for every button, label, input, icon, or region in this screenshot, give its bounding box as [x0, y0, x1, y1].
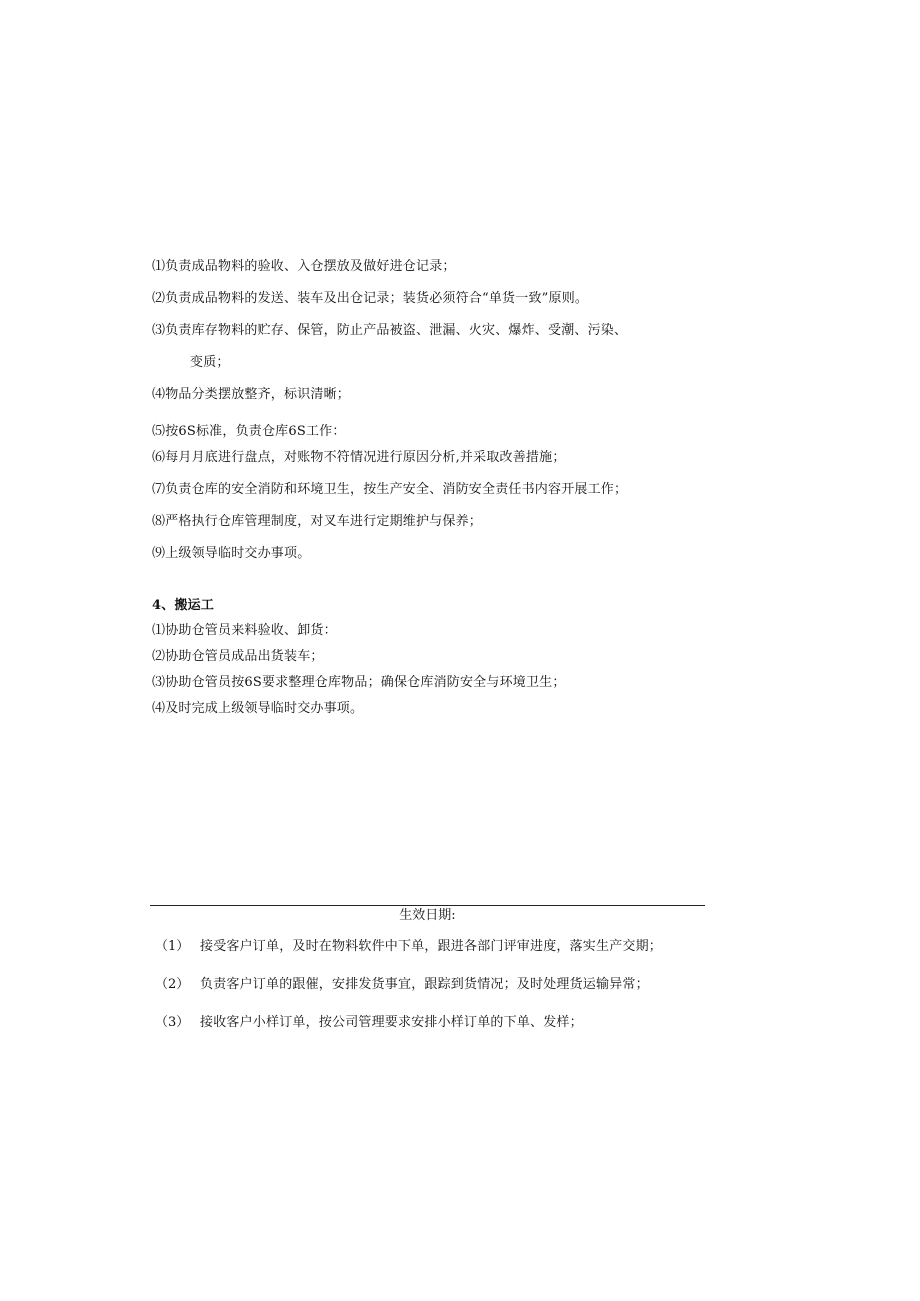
duty-item: ⑼上级领导临时交办事项。 [152, 546, 311, 561]
footer-divider [150, 905, 705, 906]
duty-item-continuation: 变质； [190, 355, 230, 370]
duty-item: ⑻严格执行仓库管理制度，对叉车进行定期维护与保养； [152, 514, 483, 529]
effective-date-label: 生效日期: [399, 908, 456, 923]
order-duty-number: （3） [155, 1015, 190, 1030]
order-duty-text: 接受客户订单，及时在物料软件中下单，跟进各部门评审进度，落实生产交期； [200, 939, 663, 954]
porter-duty-item: ⑶协助仓管员按6S要求整理仓库物品；确保仓库消防安全与环境卫生； [152, 675, 566, 690]
order-duty-number: （1） [155, 939, 190, 954]
duty-item: ⑶负责库存物料的贮存、保管，防止产品被盗、泄漏、火灾、爆炸、受潮、污染、 [152, 323, 628, 338]
duty-item: ⑸按6S标准，负责仓库6S工作： [152, 424, 346, 439]
order-duty-text: 接收客户小样订单，按公司管理要求安排小样订单的下单、发样； [200, 1015, 583, 1030]
duty-item: ⑹每月月底进行盘点，对账物不符情况进行原因分析,并采取改善措施； [152, 450, 566, 465]
duty-item: ⑺负责仓库的安全消防和环境卫生，按生产安全、消防安全责任书内容开展工作； [152, 482, 628, 497]
section-heading: 4、搬运工 [152, 598, 215, 613]
order-duty-number: （2） [155, 977, 190, 992]
duty-item: ⑵负责成品物料的发送、装车及出仓记录；装货必须符合“单货一致”原则。 [152, 291, 589, 306]
porter-duty-item: ⑴协助仓管员来料验收、卸货： [152, 623, 337, 638]
duty-item: ⑴负责成品物料的验收、入仓摆放及做好进仓记录； [152, 259, 456, 274]
duty-item: ⑷物品分类摆放整齐，标识清晰； [152, 387, 351, 402]
order-duty-text: 负责客户订单的跟催，安排发货事宜，跟踪到货情况；及时处理货运输异常； [200, 977, 649, 992]
porter-duty-item: ⑷及时完成上级领导临时交办事项。 [152, 701, 364, 716]
porter-duty-item: ⑵协助仓管员成品出货装车； [152, 649, 324, 664]
